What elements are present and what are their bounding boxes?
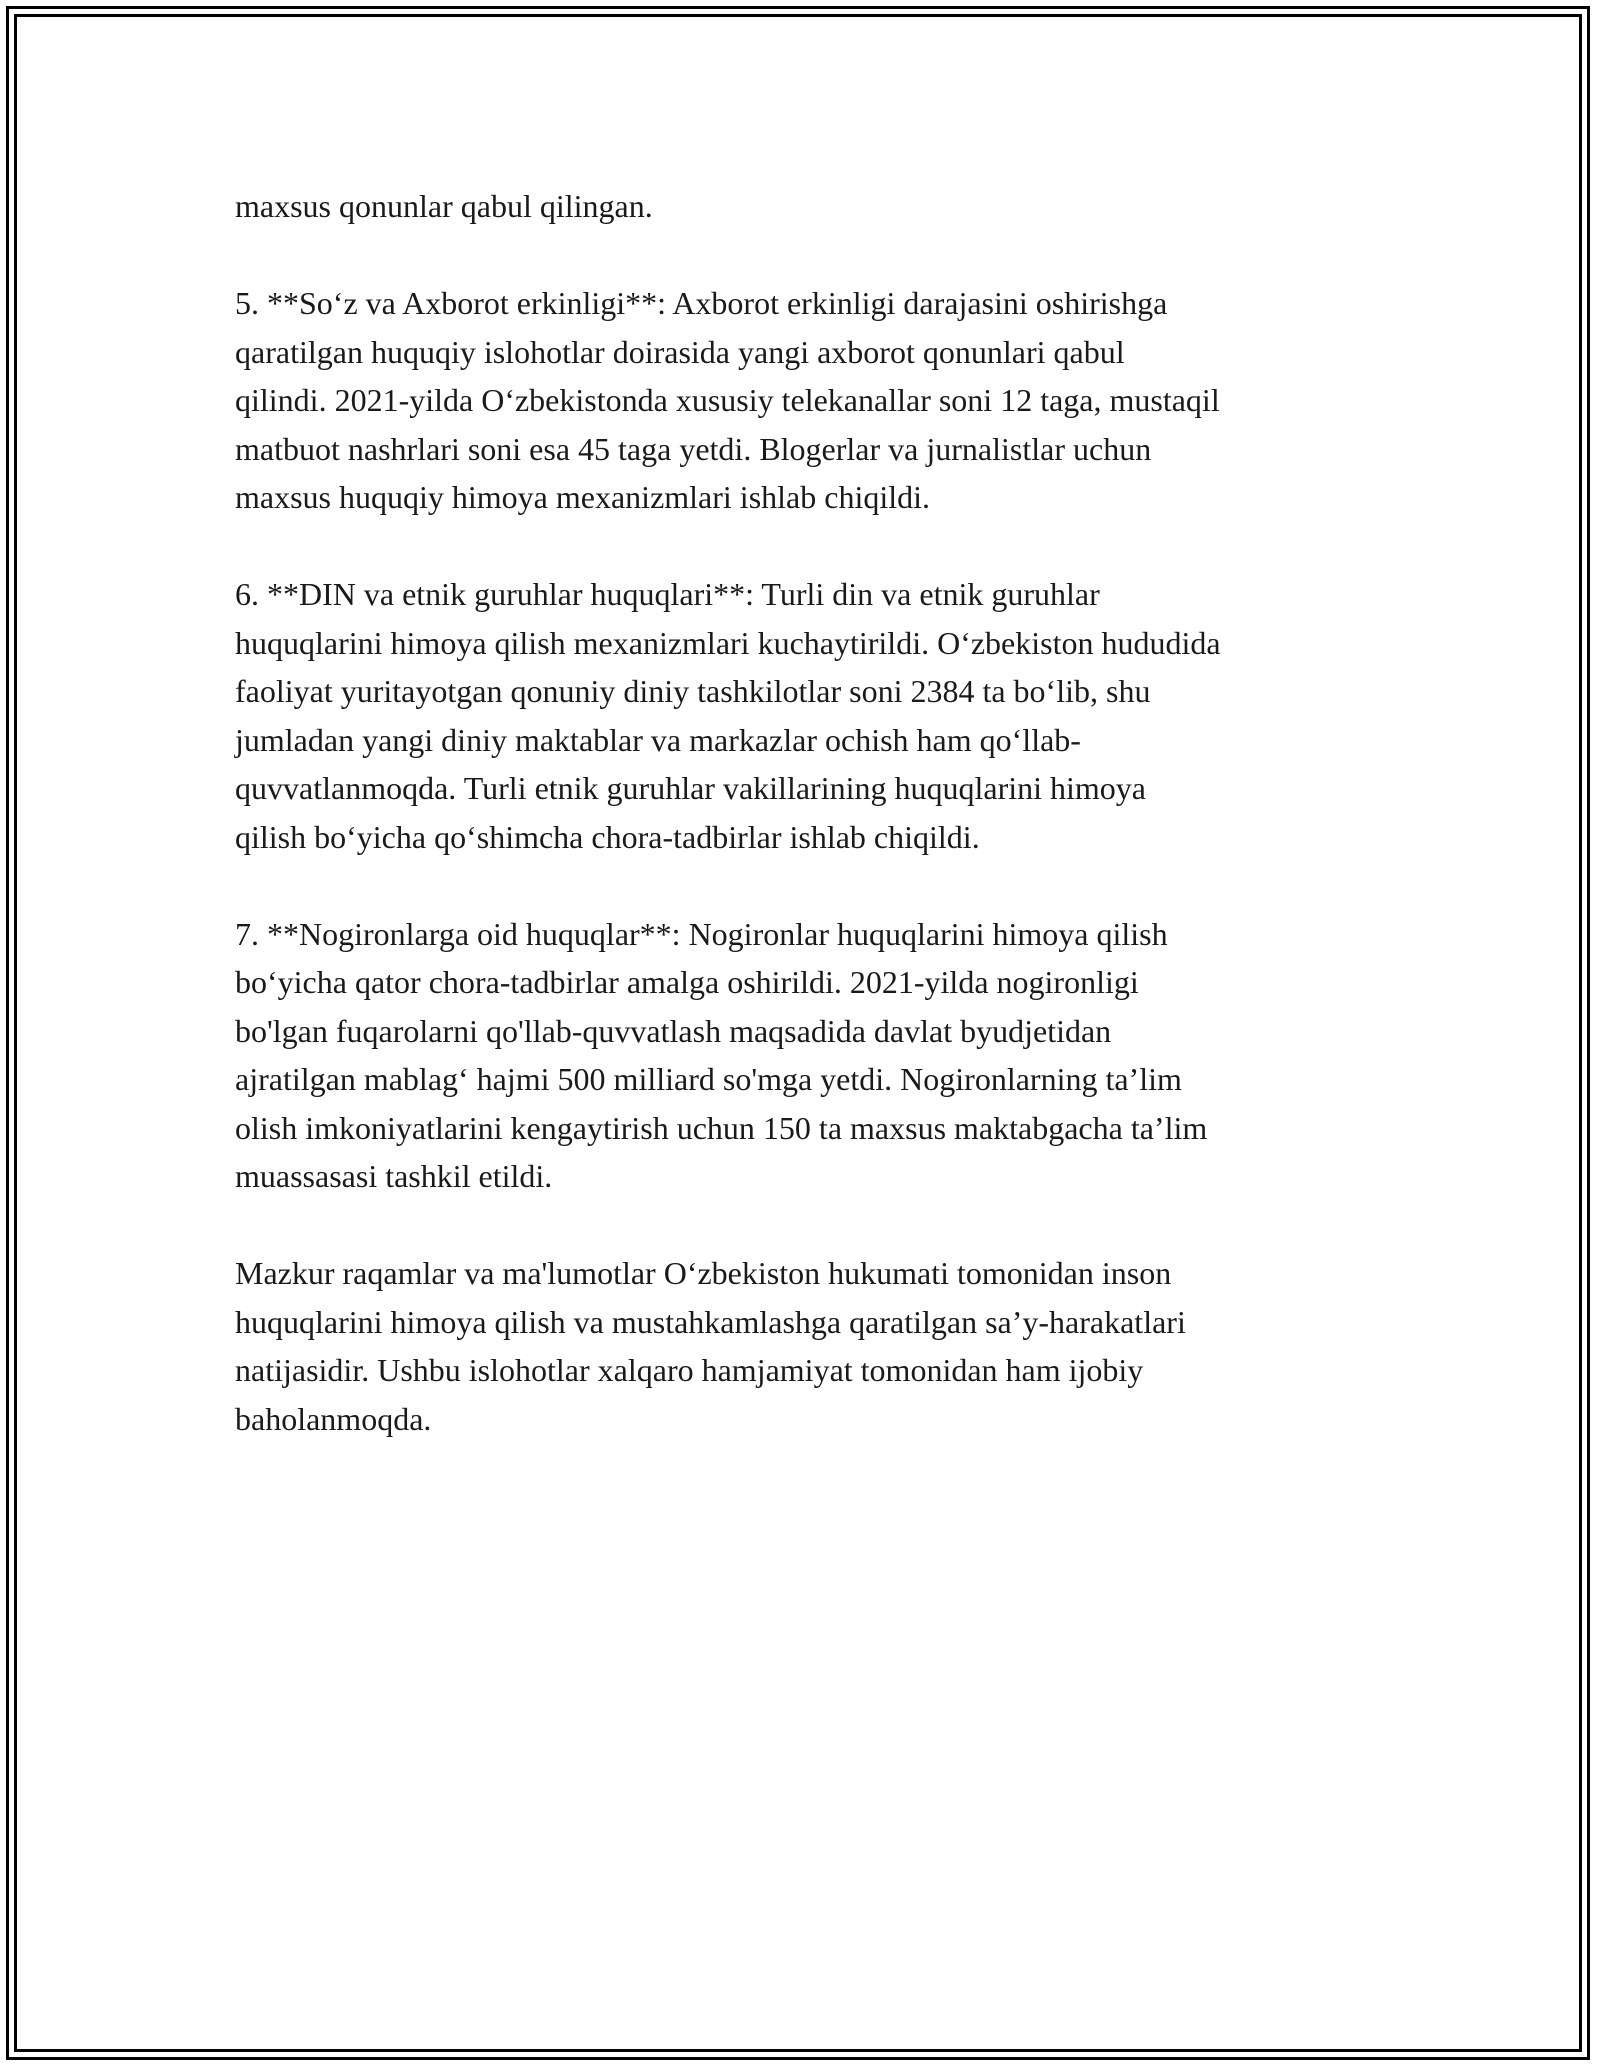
paragraph-continuation <box>235 182 1375 231</box>
document-body <box>235 182 1375 1443</box>
text-line: qilindi. 2021-yilda O‘zbekistonda xususiy telekanallar soni 12 taga, mustaqil <box>235 382 1220 418</box>
text-line: faoliyat yuritayotgan qonuniy diniy tashkilotlar soni 2384 ta bo‘lib, shu <box>235 673 1151 709</box>
text-line: natijasidir. Ushbu islohotlar xalqaro hamjamiyat tomonidan ham ijobiy <box>235 1352 1144 1388</box>
text-line: 7. **Nogironlarga oid huquqlar**: Nogironlar huquqlarini himoya qilish <box>235 915 1168 952</box>
text-line: matbuot nashrlari soni esa 45 taga yetdi. Blogerlar va jurnalistlar uchun <box>235 430 1152 467</box>
text-line: maxsus qonunlar qabul qilingan. <box>235 188 653 224</box>
text-line: olish imkoniyatlarini kengaytirish uchun 150 ta maxsus maktabgacha ta’lim <box>235 1109 1208 1146</box>
paragraph-item-6 <box>235 570 1375 861</box>
text-line: maxsus huquqiy himoya mexanizmlari ishlab chiqildi. <box>235 479 930 515</box>
text-line: qaratilgan huquqiy islohotlar doirasida yangi axborot qonunlari qabul <box>235 333 1125 370</box>
text-line: ajratilgan mablag‘ hajmi 500 milliard so'mga yetdi. Nogironlarning ta’lim <box>235 1061 1182 1097</box>
text-line: bo‘yicha qator chora-tadbirlar amalga oshirildi. 2021-yilda nogironligi <box>235 964 1139 1000</box>
text-line: baholanmoqda. <box>235 1400 432 1437</box>
paragraph-conclusion <box>235 1249 1375 1443</box>
text-line: 6. **DIN va etnik guruhlar huquqlari**: Turli din va etnik guruhlar <box>235 576 1100 612</box>
text-line: muassasasi tashkil etildi. <box>235 1158 553 1194</box>
text-line: 5. **So‘z va Axborot erkinligi**: Axborot erkinligi darajasini oshirishga <box>235 285 1168 321</box>
text-line: bo'lgan fuqarolarni qo'llab-quvvatlash maqsadida davlat byudjetidan <box>235 1012 1112 1049</box>
text-line: huquqlarini himoya qilish mexanizmlari kuchaytirildi. O‘zbekiston hududida <box>235 624 1221 661</box>
text-line: huquqlarini himoya qilish va mustahkamlashga qaratilgan sa’y-harakatlari <box>235 1303 1186 1340</box>
text-line: qilish bo‘yicha qo‘shimcha chora-tadbirlar ishlab chiqildi. <box>235 818 980 855</box>
paragraph-item-5 <box>235 279 1375 522</box>
text-line: Mazkur raqamlar va ma'lumotlar O‘zbekiston hukumati tomonidan inson <box>235 1255 1172 1291</box>
text-line: jumladan yangi diniy maktablar va markazlar ochish ham qo‘llab- <box>235 721 1081 758</box>
text-line: quvvatlanmoqda. Turli etnik guruhlar vakillarining huquqlarini himoya <box>235 770 1146 806</box>
paragraph-item-7 <box>235 910 1375 1201</box>
